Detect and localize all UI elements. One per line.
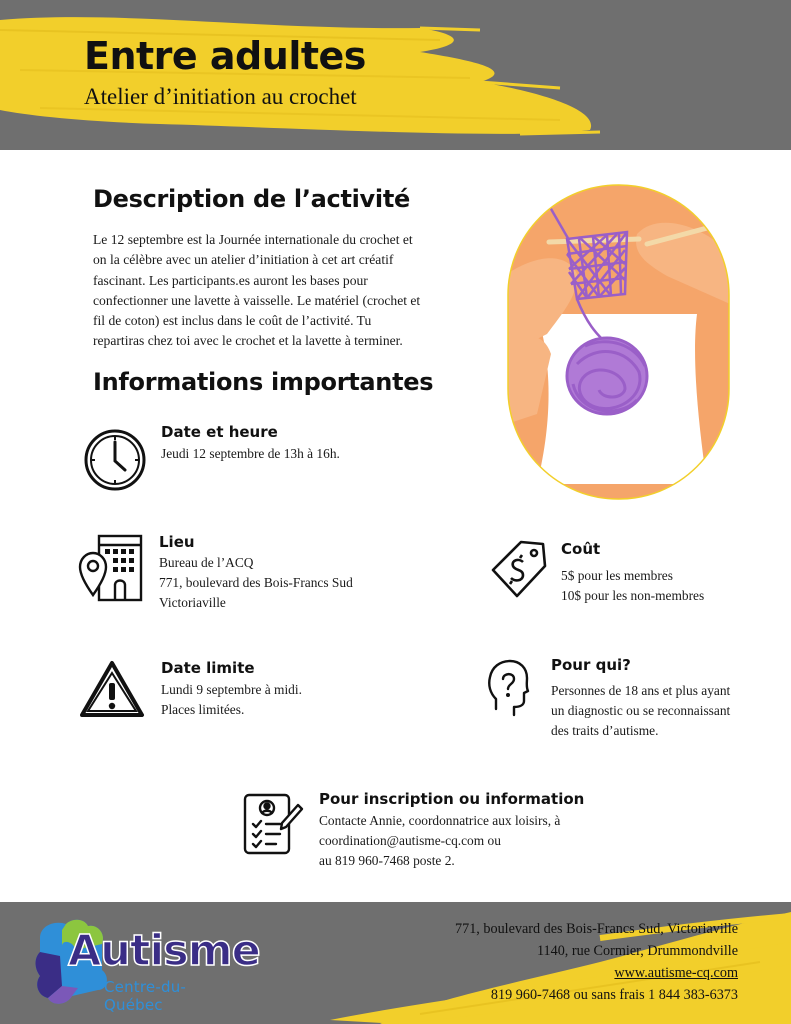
date-limite-title: Date limite xyxy=(161,659,255,677)
date-heure-title: Date et heure xyxy=(161,423,278,441)
page-title: Entre adultes xyxy=(84,34,366,78)
crochet-hands-illustration xyxy=(507,184,730,500)
inscription-text xyxy=(319,811,560,870)
date-limite-line: Lundi 9 septembre à midi. xyxy=(161,682,302,697)
pour-qui-title: Pour qui? xyxy=(551,656,631,674)
logo-wordmark: Autisme xyxy=(68,926,260,976)
footer-banner xyxy=(0,902,791,1024)
footer-address-drummondville: 1140, rue Cormier, Drummondville xyxy=(536,943,738,959)
cout-line: 10$ pour les non-membres xyxy=(561,587,705,603)
date-heure-text xyxy=(161,444,340,464)
description-line: fascinant. Les participants.es auront les bases pour xyxy=(93,272,368,288)
inscription-line: Contacte Annie, coordonnatrice aux loisirs, à xyxy=(319,813,561,828)
footer-contact xyxy=(455,918,738,1006)
date-limite-text xyxy=(161,680,302,720)
date-limite-line: Places limitées. xyxy=(161,701,245,717)
description-heading: Description de l’activité xyxy=(93,185,410,213)
lieu-line: Victoriaville xyxy=(159,594,226,610)
page-subtitle: Atelier d’initiation au crochet xyxy=(84,84,357,109)
footer-website-link[interactable]: www.autisme-cq.com xyxy=(614,965,738,981)
description-line: on la célèbre avec un atelier d’initiation à cet art créatif xyxy=(93,252,394,268)
description-line: repartiras chez toi avec le crochet et la lavette à terminer. xyxy=(93,333,403,349)
important-heading: Informations importantes xyxy=(93,368,434,396)
cout-line: 5$ pour les membres xyxy=(561,568,673,583)
pour-qui-line: Personnes de 18 ans et plus ayant xyxy=(551,683,731,698)
lieu-line: 771, boulevard des Bois-Francs Sud xyxy=(159,574,353,590)
description-paragraph xyxy=(93,230,433,352)
person-question-icon xyxy=(486,657,530,719)
lieu-text xyxy=(159,553,353,612)
clipboard-form-icon xyxy=(242,791,304,857)
building-location-icon xyxy=(77,533,145,603)
footer-address-victoriaville: 771, boulevard des Bois-Francs Sud, Victoriaville xyxy=(455,921,738,937)
clock-icon xyxy=(83,428,147,492)
cout-title: Coût xyxy=(561,540,601,558)
cout-text xyxy=(561,566,704,606)
inscription-title: Pour inscription ou information xyxy=(319,790,585,808)
inscription-email[interactable]: coordination@autisme-cq.com ou xyxy=(319,832,501,848)
description-line: fil de coton) est inclus dans le coût de l’activité. Tu xyxy=(93,313,372,329)
pour-qui-line: des traits d’autisme. xyxy=(551,722,659,738)
warning-icon xyxy=(78,659,146,719)
header-banner xyxy=(0,0,791,150)
date-heure-line: Jeudi 12 septembre de 13h à 16h. xyxy=(161,446,340,461)
autisme-logo[interactable] xyxy=(32,916,260,1014)
footer-phone: 819 960-7468 ou sans frais 1 844 383-6373 xyxy=(490,987,738,1003)
inscription-line: au 819 960-7468 poste 2. xyxy=(319,852,455,868)
lieu-title: Lieu xyxy=(159,533,195,551)
pour-qui-line: un diagnostic ou se reconnaissant xyxy=(551,702,731,718)
pour-qui-text xyxy=(551,681,730,740)
description-line: confectionner une lavette à vaisselle. Le matériel (crochet et xyxy=(93,292,421,308)
description-line: Le 12 septembre est la Journée internationale du crochet et xyxy=(93,232,413,247)
lieu-line: Bureau de l’ACQ xyxy=(159,555,254,570)
price-tag-icon xyxy=(487,538,547,600)
logo-subtitle: Centre-du-Québec xyxy=(104,978,187,1014)
